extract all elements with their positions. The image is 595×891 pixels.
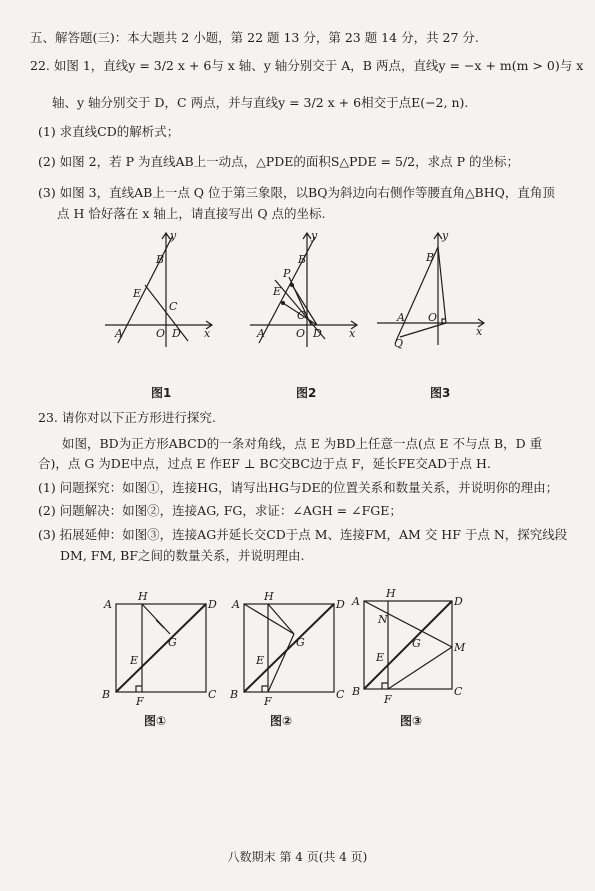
label-B: B (230, 688, 239, 701)
label-D: D (313, 327, 322, 340)
label-H: H (386, 587, 396, 600)
label-C: C (208, 688, 217, 701)
label-y-B: B (426, 251, 435, 264)
label-B: B (298, 253, 307, 266)
label-O: O (296, 327, 306, 340)
segment-FM (388, 647, 452, 689)
label-D: D (208, 598, 217, 611)
label-G: G (296, 636, 305, 649)
label-F: F (384, 693, 392, 706)
q22-figure-2 (245, 225, 370, 350)
q22-stem-line2: 轴、y 轴分别交于 D，C 两点，并与直线y = 3/2 x + 6相交于点E(−2, n). (52, 95, 469, 110)
label-A: A (352, 595, 360, 608)
label-P: P (283, 267, 291, 280)
label-A: A (115, 327, 123, 340)
q22-caption-2: 图2 (296, 386, 317, 400)
label-D: D (172, 327, 181, 340)
label-E: E (130, 654, 139, 667)
label-N: N (378, 613, 388, 626)
q23-body-line1: 如图，BD为正方形ABCD的一条对角线，点 E 为BD上任意一点(点 E 不与点 B，D 重 (62, 436, 543, 451)
label-O: O (428, 311, 438, 324)
q22-figure-3 (372, 225, 492, 350)
label-B: B (352, 685, 361, 698)
segment-QH (400, 323, 446, 337)
q22-part2: (2) 如图 2，若 P 为直线AB上一动点，△PDE的面积S△PDE = 5/2，求点 P 的坐标； (38, 154, 519, 169)
segment-BH (438, 247, 446, 323)
right-angle-F (136, 686, 142, 692)
segment-AG (244, 604, 294, 634)
label-D: D (336, 598, 345, 611)
label-E: E (256, 654, 265, 667)
label-M: M (454, 641, 466, 654)
label-Q: Q (394, 337, 404, 350)
label-A: A (397, 311, 405, 324)
label-x: x (476, 325, 483, 338)
point-P (290, 283, 294, 287)
label-G: G (168, 636, 177, 649)
q23-figure-1 (98, 590, 218, 708)
diagonal-BD (116, 604, 206, 692)
label-E: E (273, 285, 282, 298)
q22-caption-3: 图3 (430, 386, 451, 400)
label-C: C (169, 300, 178, 313)
label-y: y (311, 229, 318, 242)
q23-part3-line1: (3) 拓展延伸：如图③，连接AG并延长交CD于点 M、连接FM，AM 交 HF 于点 N，探究线段 (38, 527, 568, 542)
label-A: A (257, 327, 265, 340)
label-E: E (376, 651, 385, 664)
page-footer: 八数期末 第 4 页(共 4 页) (227, 850, 368, 864)
q23-part1: (1) 问题探究：如图①，连接HG，请写出HG与DE的位置关系和数量关系，并说明你的理由； (38, 480, 559, 495)
diagonal-BD (244, 604, 334, 692)
right-angle-F (382, 683, 388, 689)
right-angle-F (262, 686, 268, 692)
label-C: C (454, 685, 463, 698)
q23-figure-3 (348, 585, 468, 707)
label-x: x (349, 327, 356, 340)
q23-figure-2 (228, 590, 348, 708)
segment-HG (142, 604, 170, 634)
label-C: C (336, 688, 345, 701)
q23-part3-line2: DM, FM, BF之间的数量关系，并说明理由. (60, 548, 305, 563)
label-x: x (204, 327, 211, 340)
label-H: H (264, 590, 274, 603)
label-C: C (297, 309, 306, 322)
label-G: G (412, 637, 421, 650)
label-F: F (136, 695, 144, 708)
segment-HG (268, 604, 294, 634)
section-heading: 五、解答题(三)：本大题共 2 小题，第 22 题 13 分，第 23 题 14 分，共 27 分. (30, 30, 479, 45)
q22-part3-line1: (3) 如图 3，直线AB上一点 Q 位于第三象限，以BQ为斜边向右侧作等腰直角△BHQ，直角顶 (38, 185, 555, 200)
q23-caption-1: 图① (144, 714, 167, 728)
segment-FG (268, 634, 294, 692)
label-y: y (442, 229, 449, 242)
q22-stem-line1: 22. 如图 1，直线y = 3/2 x + 6与 x 轴、y 轴分别交于 A，B 两点，直线y = −x + m(m > 0)与 x (30, 58, 584, 73)
q23-caption-2: 图② (270, 714, 293, 728)
label-y: y (170, 229, 177, 242)
point-E (281, 301, 285, 305)
q23-intro: 23. 请你对以下正方形进行探究. (38, 410, 216, 425)
q22-caption-1: 图1 (151, 386, 172, 400)
label-D: D (454, 595, 463, 608)
label-B: B (102, 688, 111, 701)
label-A: A (104, 598, 112, 611)
label-F: F (264, 695, 272, 708)
q23-caption-3: 图③ (400, 714, 423, 728)
q23-part2: (2) 问题解决：如图②，连接AG, FG，求证：∠AGH = ∠FGE； (38, 503, 402, 518)
q22-part3-line2: 点 H 恰好落在 x 轴上，请直接写出 Q 点的坐标. (57, 206, 326, 221)
q22-part1: (1) 求直线CD的解析式； (38, 124, 180, 139)
label-E: E (133, 287, 142, 300)
label-B: B (156, 253, 165, 266)
label-A: A (232, 598, 240, 611)
tick-HG (156, 620, 164, 628)
q23-body-line2: 合)，点 G 为DE中点，过点 E 作EF ⊥ BC交BC边于点 F，延长FE交AD于点 H. (38, 456, 491, 471)
label-O: O (156, 327, 166, 340)
label-H: H (138, 590, 148, 603)
q22-figure-1 (100, 225, 225, 350)
